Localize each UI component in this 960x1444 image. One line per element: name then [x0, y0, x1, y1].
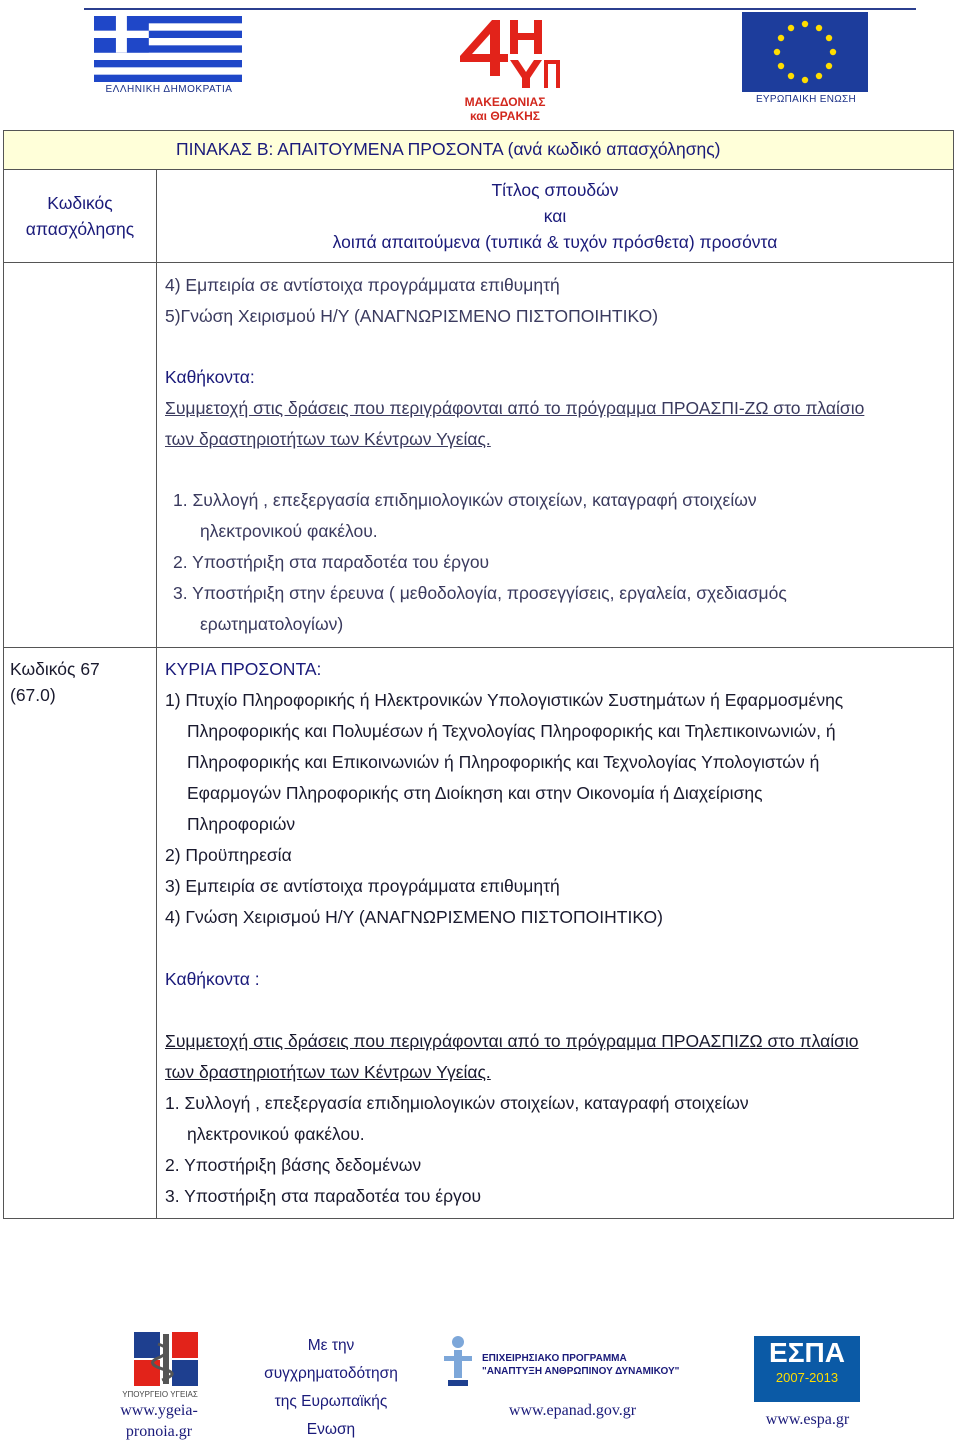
ype-logo — [450, 16, 560, 126]
prev-duties-line2: των δραστηριοτήτων των Κέντρων Υγείας. — [165, 429, 491, 449]
prev-duty-1-num: 1. — [173, 490, 188, 510]
cofund-line3: της Ευρωπαϊκής — [274, 1393, 388, 1410]
prev-duty-3-a: Υποστήριξη στην έρευνα ( μεθοδολογία, προσεγγίσεις, εργαλεία, σχεδιασμός — [192, 583, 787, 603]
table-row-67 — [4, 648, 954, 1219]
col-header-qualifications — [157, 170, 954, 263]
table-header-row — [4, 170, 954, 263]
eu-flag-icon — [742, 12, 868, 92]
table-title: ΠΙΝΑΚΑΣ Β: ΑΠΑΙΤΟΥΜΕΝΑ ΠΡΟΣΟΝΤΑ (ανά κωδικό απασχόλησης) — [176, 139, 721, 159]
cofund-line2: συγχρηματοδότηση — [264, 1365, 398, 1382]
epanad-line2: "ΑΝΑΠΤΥΞΗ ΑΝΘΡΩΠΙΝΟΥ ΔΥΝΑΜΙΚΟΥ" — [482, 1366, 680, 1377]
prev-duty-3-num: 3. — [173, 583, 188, 603]
qual-1-line-b: Πληροφορικής και Πολυμέσων ή Τεχνολογίας Πληροφορικής και Τηλεπικοινωνιών, ή — [187, 721, 836, 741]
requirements-table — [3, 130, 954, 1219]
previous-qualifications-cell — [157, 263, 954, 648]
ype-4-logo-icon — [450, 16, 560, 90]
ministry-caption: ΥΠΟΥΡΓΕΙΟ ΥΓΕΙΑΣ — [122, 1390, 198, 1399]
prev-qual-4: 4) Εμπειρία σε αντίστοιχα προγράμματα επιθυμητή — [165, 275, 560, 295]
ministry-of-health-logo-icon — [132, 1330, 200, 1388]
table-title-row — [4, 131, 954, 170]
prev-duties-label: Καθήκοντα: — [165, 367, 255, 387]
epanad-url[interactable]: www.epanad.gov.gr — [508, 1402, 637, 1419]
prev-duty-3-b: ερωτηματολογίων) — [200, 614, 344, 634]
cofund-line1: Με την — [307, 1337, 355, 1354]
espa-title: ΕΣΠΑ — [769, 1337, 845, 1368]
epanad-line1: ΕΠΙΧΕΙΡΗΣΙΑΚΟ ΠΡΟΓΡΑΜΜΑ — [482, 1353, 627, 1364]
col-header-qual-line1: Τίτλος σπουδών — [491, 180, 619, 200]
code-67-cell — [4, 648, 157, 1219]
table-row-previous — [4, 263, 954, 648]
col-header-qual-line3: λοιπά απαιτούμενα (τυπικά & τυχόν πρόσθετα) προσόντα — [332, 232, 778, 252]
header-rule — [84, 8, 916, 10]
ype-region-line2: και ΘΡΑΚΗΣ — [470, 109, 540, 123]
espa-years: 2007-2013 — [775, 1370, 839, 1385]
qual-4: 4) Γνώση Χειρισμού Η/Υ (ΑΝΑΓΝΩΡΙΣΜΕΝΟ ΠΙΣΤΟΠΟΙΗΤΙΚΟ) — [165, 907, 663, 927]
greek-republic-caption: ΕΛΛΗΝΙΚΗ ΔΗΜΟΚΡΑΤΙΑ — [105, 84, 233, 95]
col-header-code-line2: απασχόλησης — [25, 219, 135, 239]
greek-flag-icon — [94, 16, 242, 82]
ygeia-pronoia-url-line2[interactable]: pronoia.gr — [125, 1423, 193, 1440]
qual-2: 2) Προϋπηρεσία — [165, 845, 292, 865]
ygeia-pronoia-url-line1[interactable]: www.ygeia- — [120, 1402, 198, 1419]
duty-67-2: 2. Υποστήριξη βάσης δεδομένων — [165, 1155, 422, 1175]
prev-duty-2: Υποστήριξη στα παραδοτέα του έργου — [192, 552, 490, 572]
qual-1-line-e: Πληροφοριών — [187, 814, 296, 834]
qual-3: 3) Εμπειρία σε αντίστοιχα προγράμματα επιθυμητή — [165, 876, 560, 896]
code-67-label: Κωδικός 67 — [10, 659, 100, 679]
duties-67-line1: Συμμετοχή στις δράσεις που περιγράφονται από το πρόγραμμα ΠΡΟΑΣΠΙΖΩ στο πλαίσιο — [165, 1031, 859, 1051]
code-67-number: (67.0) — [10, 685, 56, 705]
qual-1-line-d: Εφαρμογών Πληροφορικής στη Διοίκηση και στην Οικονομία ή Διαχείρισης — [187, 783, 763, 803]
prev-duties-line1: Συμμετοχή στις δράσεις που περιγράφονται από το πρόγραμμα ΠΡΟΑΣΠΙ-ΖΩ στο πλαίσιο — [165, 398, 865, 418]
duties-67-line2: των δραστηριοτήτων των Κέντρων Υγείας. — [165, 1062, 491, 1082]
eu-caption: ΕΥΡΩΠΑΙΚΗ ΕΝΩΣΗ — [755, 94, 857, 105]
espa-url[interactable]: www.espa.gr — [765, 1411, 850, 1428]
prev-duty-2-num: 2. — [173, 552, 188, 572]
col-header-qual-line2: και — [543, 206, 567, 226]
duties-67-label: Καθήκοντα : — [165, 969, 260, 989]
qual-1-line-a: 1) Πτυχίο Πληροφορικής ή Ηλεκτρονικών Υπολογιστικών Συστημάτων ή Εφαρμοσμένης — [165, 690, 844, 710]
prev-qual-5: 5)Γνώση Χειρισμού Η/Υ (ΑΝΑΓΝΩΡΙΣΜΕΝΟ ΠΙΣΤΟΠΟΙΗΤΙΚΟ) — [165, 306, 659, 326]
main-qualifications-label: ΚΥΡΙΑ ΠΡΟΣΟΝΤΑ: — [165, 659, 322, 679]
prev-duty-1-a: Συλλογή , επεξεργασία επιδημιολογικών στοιχείων, καταγραφή στοιχείων — [192, 490, 757, 510]
cofund-line4: Ενωση — [306, 1421, 356, 1438]
duty-67-1-b: ηλεκτρονικού φακέλου. — [187, 1124, 365, 1144]
epanad-emblem-icon — [438, 1330, 478, 1390]
prev-duty-1-b: ηλεκτρονικού φακέλου. — [200, 521, 378, 541]
col-header-code — [4, 170, 157, 263]
col-header-code-line1: Κωδικός — [47, 193, 113, 213]
previous-code-cell — [4, 263, 157, 648]
qual-1-line-c: Πληροφορικής και Επικοινωνιών ή Πληροφορικής και Τεχνολογίας Υπολογιστών ή — [187, 752, 820, 772]
duty-67-3: 3. Υποστήριξη στα παραδοτέα του έργου — [165, 1186, 482, 1206]
qualifications-67-cell — [157, 648, 954, 1219]
duty-67-1-a: 1. Συλλογή , επεξεργασία επιδημιολογικών στοιχείων, καταγραφή στοιχείων — [165, 1093, 749, 1113]
espa-logo — [754, 1336, 860, 1402]
ype-region-line1: ΜΑΚΕΔΟΝΙΑΣ — [464, 95, 546, 109]
